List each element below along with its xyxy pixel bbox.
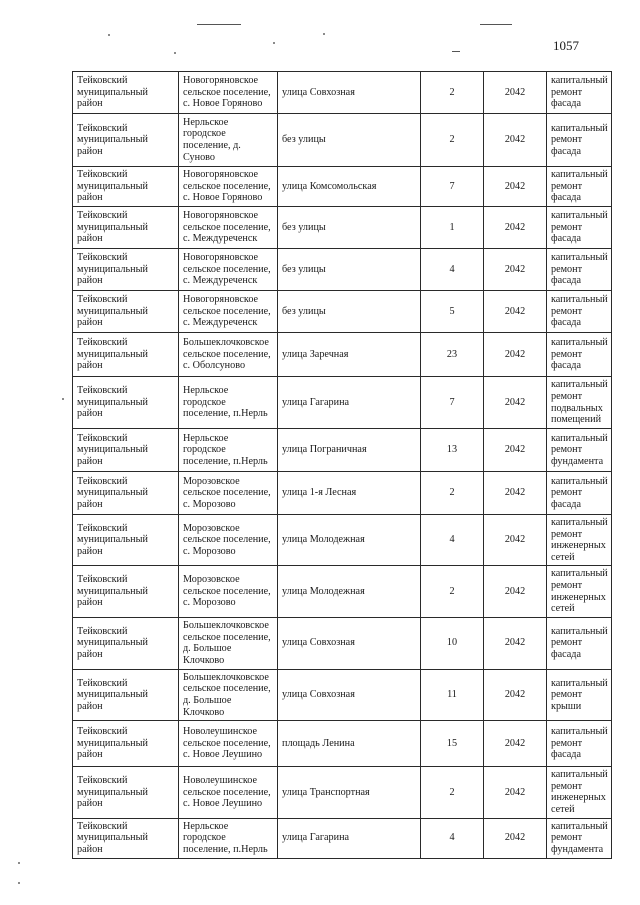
scan-artifact-line bbox=[480, 24, 512, 25]
house-number-cell: 4 bbox=[421, 249, 484, 291]
scan-artifact-line bbox=[452, 51, 460, 52]
table-row bbox=[73, 249, 612, 291]
table-row bbox=[73, 333, 612, 377]
district-cell: Тейковский муниципальный район bbox=[73, 721, 179, 767]
work-type-cell: капитальный ремонт фасада bbox=[547, 291, 612, 333]
street-cell: улица 1-я Лесная bbox=[278, 472, 421, 515]
settlement-cell: Нерльское городское поселение, п.Нерль bbox=[179, 818, 278, 858]
district-cell: Тейковский муниципальный район bbox=[73, 515, 179, 566]
settlement-cell: Морозовское сельское поселение, с. Морозово bbox=[179, 515, 278, 566]
year-cell: 2042 bbox=[484, 72, 547, 114]
district-cell: Тейковский муниципальный район bbox=[73, 566, 179, 617]
district-cell: Тейковский муниципальный район bbox=[73, 167, 179, 207]
settlement-cell: Морозовское сельское поселение, с. Морозово bbox=[179, 566, 278, 617]
work-type-cell: капитальный ремонт фасада bbox=[547, 249, 612, 291]
year-cell: 2042 bbox=[484, 249, 547, 291]
table-row bbox=[73, 818, 612, 858]
table-row bbox=[73, 617, 612, 669]
year-cell: 2042 bbox=[484, 114, 547, 167]
year-cell: 2042 bbox=[484, 429, 547, 472]
house-number-cell: 15 bbox=[421, 721, 484, 767]
district-cell: Тейковский муниципальный район bbox=[73, 291, 179, 333]
house-number-cell: 2 bbox=[421, 72, 484, 114]
work-type-cell: капитальный ремонт фундамента bbox=[547, 429, 612, 472]
street-cell: улица Молодежная bbox=[278, 515, 421, 566]
settlement-cell: Нерльское городское поселение, д. Суново bbox=[179, 114, 278, 167]
settlement-cell: Новогоряновское сельское поселение, с. Междуреченск bbox=[179, 291, 278, 333]
year-cell: 2042 bbox=[484, 721, 547, 767]
year-cell: 2042 bbox=[484, 767, 547, 818]
street-cell: улица Гагарина bbox=[278, 377, 421, 429]
house-number-cell: 4 bbox=[421, 818, 484, 858]
table-row bbox=[73, 72, 612, 114]
scan-artifact-dot bbox=[323, 33, 325, 35]
scan-artifact-dot bbox=[273, 42, 275, 44]
street-cell: улица Молодежная bbox=[278, 566, 421, 617]
settlement-cell: Морозовское сельское поселение, с. Морозово bbox=[179, 472, 278, 515]
work-type-cell: капитальный ремонт фасада bbox=[547, 114, 612, 167]
street-cell: без улицы bbox=[278, 207, 421, 249]
street-cell: улица Заречная bbox=[278, 333, 421, 377]
year-cell: 2042 bbox=[484, 818, 547, 858]
house-number-cell: 23 bbox=[421, 333, 484, 377]
scan-artifact-dot bbox=[18, 862, 20, 864]
settlement-cell: Новогоряновское сельское поселение, с. Междуреченск bbox=[179, 249, 278, 291]
year-cell: 2042 bbox=[484, 333, 547, 377]
street-cell: площадь Ленина bbox=[278, 721, 421, 767]
district-cell: Тейковский муниципальный район bbox=[73, 377, 179, 429]
work-type-cell: капитальный ремонт фасада bbox=[547, 721, 612, 767]
year-cell: 2042 bbox=[484, 291, 547, 333]
table-row bbox=[73, 566, 612, 617]
district-cell: Тейковский муниципальный район bbox=[73, 818, 179, 858]
work-type-cell: капитальный ремонт фасада bbox=[547, 207, 612, 249]
settlement-cell: Большеклочковское сельское поселение, с. Оболсуново bbox=[179, 333, 278, 377]
year-cell: 2042 bbox=[484, 515, 547, 566]
scan-artifact-dot bbox=[18, 882, 20, 884]
district-cell: Тейковский муниципальный район bbox=[73, 333, 179, 377]
page-number: 1057 bbox=[553, 38, 579, 53]
year-cell: 2042 bbox=[484, 566, 547, 617]
settlement-cell: Новолеушинское сельское поселение, с. Новое Леушино bbox=[179, 721, 278, 767]
year-cell: 2042 bbox=[484, 617, 547, 669]
work-type-cell: капитальный ремонт инженерных сетей bbox=[547, 767, 612, 818]
year-cell: 2042 bbox=[484, 669, 547, 720]
year-cell: 2042 bbox=[484, 472, 547, 515]
street-cell: улица Совхозная bbox=[278, 669, 421, 720]
work-type-cell: капитальный ремонт инженерных сетей bbox=[547, 515, 612, 566]
table-row bbox=[73, 472, 612, 515]
scan-artifact-dot bbox=[174, 52, 176, 54]
street-cell: улица Комсомольская bbox=[278, 167, 421, 207]
street-cell: без улицы bbox=[278, 291, 421, 333]
table-row bbox=[73, 767, 612, 818]
house-number-cell: 10 bbox=[421, 617, 484, 669]
district-cell: Тейковский муниципальный район bbox=[73, 472, 179, 515]
scan-artifact-line bbox=[197, 24, 241, 25]
street-cell: улица Транспортная bbox=[278, 767, 421, 818]
table-row bbox=[73, 114, 612, 167]
table-body bbox=[73, 72, 612, 859]
street-cell: улица Совхозная bbox=[278, 617, 421, 669]
work-type-cell: капитальный ремонт фасада bbox=[547, 72, 612, 114]
house-number-cell: 1 bbox=[421, 207, 484, 249]
table-row bbox=[73, 377, 612, 429]
settlement-cell: Новолеушинское сельское поселение, с. Новое Леушино bbox=[179, 767, 278, 818]
work-type-cell: капитальный ремонт фасада bbox=[547, 617, 612, 669]
table-row bbox=[73, 669, 612, 720]
table-row bbox=[73, 429, 612, 472]
house-number-cell: 4 bbox=[421, 515, 484, 566]
district-cell: Тейковский муниципальный район bbox=[73, 114, 179, 167]
table-row bbox=[73, 291, 612, 333]
settlement-cell: Большеклочковское сельское поселение, д. Большое Клочково bbox=[179, 669, 278, 720]
house-number-cell: 2 bbox=[421, 767, 484, 818]
work-type-cell: капитальный ремонт крыши bbox=[547, 669, 612, 720]
settlement-cell: Нерльское городское поселение, п.Нерль bbox=[179, 429, 278, 472]
settlement-cell: Большеклочковское сельское поселение, д. Большое Клочково bbox=[179, 617, 278, 669]
district-cell: Тейковский муниципальный район bbox=[73, 249, 179, 291]
year-cell: 2042 bbox=[484, 377, 547, 429]
house-number-cell: 2 bbox=[421, 472, 484, 515]
house-number-cell: 11 bbox=[421, 669, 484, 720]
house-number-cell: 2 bbox=[421, 566, 484, 617]
table-row bbox=[73, 721, 612, 767]
street-cell: без улицы bbox=[278, 114, 421, 167]
house-number-cell: 7 bbox=[421, 167, 484, 207]
district-cell: Тейковский муниципальный район bbox=[73, 72, 179, 114]
work-type-cell: капитальный ремонт фасада bbox=[547, 472, 612, 515]
house-number-cell: 2 bbox=[421, 114, 484, 167]
table-row bbox=[73, 207, 612, 249]
house-number-cell: 13 bbox=[421, 429, 484, 472]
scan-artifact-dot bbox=[62, 398, 64, 400]
table-row bbox=[73, 515, 612, 566]
street-cell: улица Пограничная bbox=[278, 429, 421, 472]
work-type-cell: капитальный ремонт фундамента bbox=[547, 818, 612, 858]
district-cell: Тейковский муниципальный район bbox=[73, 767, 179, 818]
work-type-cell: капитальный ремонт подвальных помещений bbox=[547, 377, 612, 429]
work-type-cell: капитальный ремонт фасада bbox=[547, 333, 612, 377]
street-cell: улица Совхозная bbox=[278, 72, 421, 114]
house-number-cell: 5 bbox=[421, 291, 484, 333]
settlement-cell: Новогоряновское сельское поселение, с. Новое Горяново bbox=[179, 72, 278, 114]
work-type-cell: капитальный ремонт инженерных сетей bbox=[547, 566, 612, 617]
year-cell: 2042 bbox=[484, 207, 547, 249]
district-cell: Тейковский муниципальный район bbox=[73, 669, 179, 720]
year-cell: 2042 bbox=[484, 167, 547, 207]
housing-repair-table bbox=[72, 71, 612, 859]
settlement-cell: Нерльское городское поселение, п.Нерль bbox=[179, 377, 278, 429]
street-cell: без улицы bbox=[278, 249, 421, 291]
district-cell: Тейковский муниципальный район bbox=[73, 207, 179, 249]
street-cell: улица Гагарина bbox=[278, 818, 421, 858]
district-cell: Тейковский муниципальный район bbox=[73, 617, 179, 669]
work-type-cell: капитальный ремонт фасада bbox=[547, 167, 612, 207]
settlement-cell: Новогоряновское сельское поселение, с. Междуреченск bbox=[179, 207, 278, 249]
district-cell: Тейковский муниципальный район bbox=[73, 429, 179, 472]
settlement-cell: Новогоряновское сельское поселение, с. Новое Горяново bbox=[179, 167, 278, 207]
house-number-cell: 7 bbox=[421, 377, 484, 429]
table-row bbox=[73, 167, 612, 207]
scan-artifact-dot bbox=[108, 34, 110, 36]
